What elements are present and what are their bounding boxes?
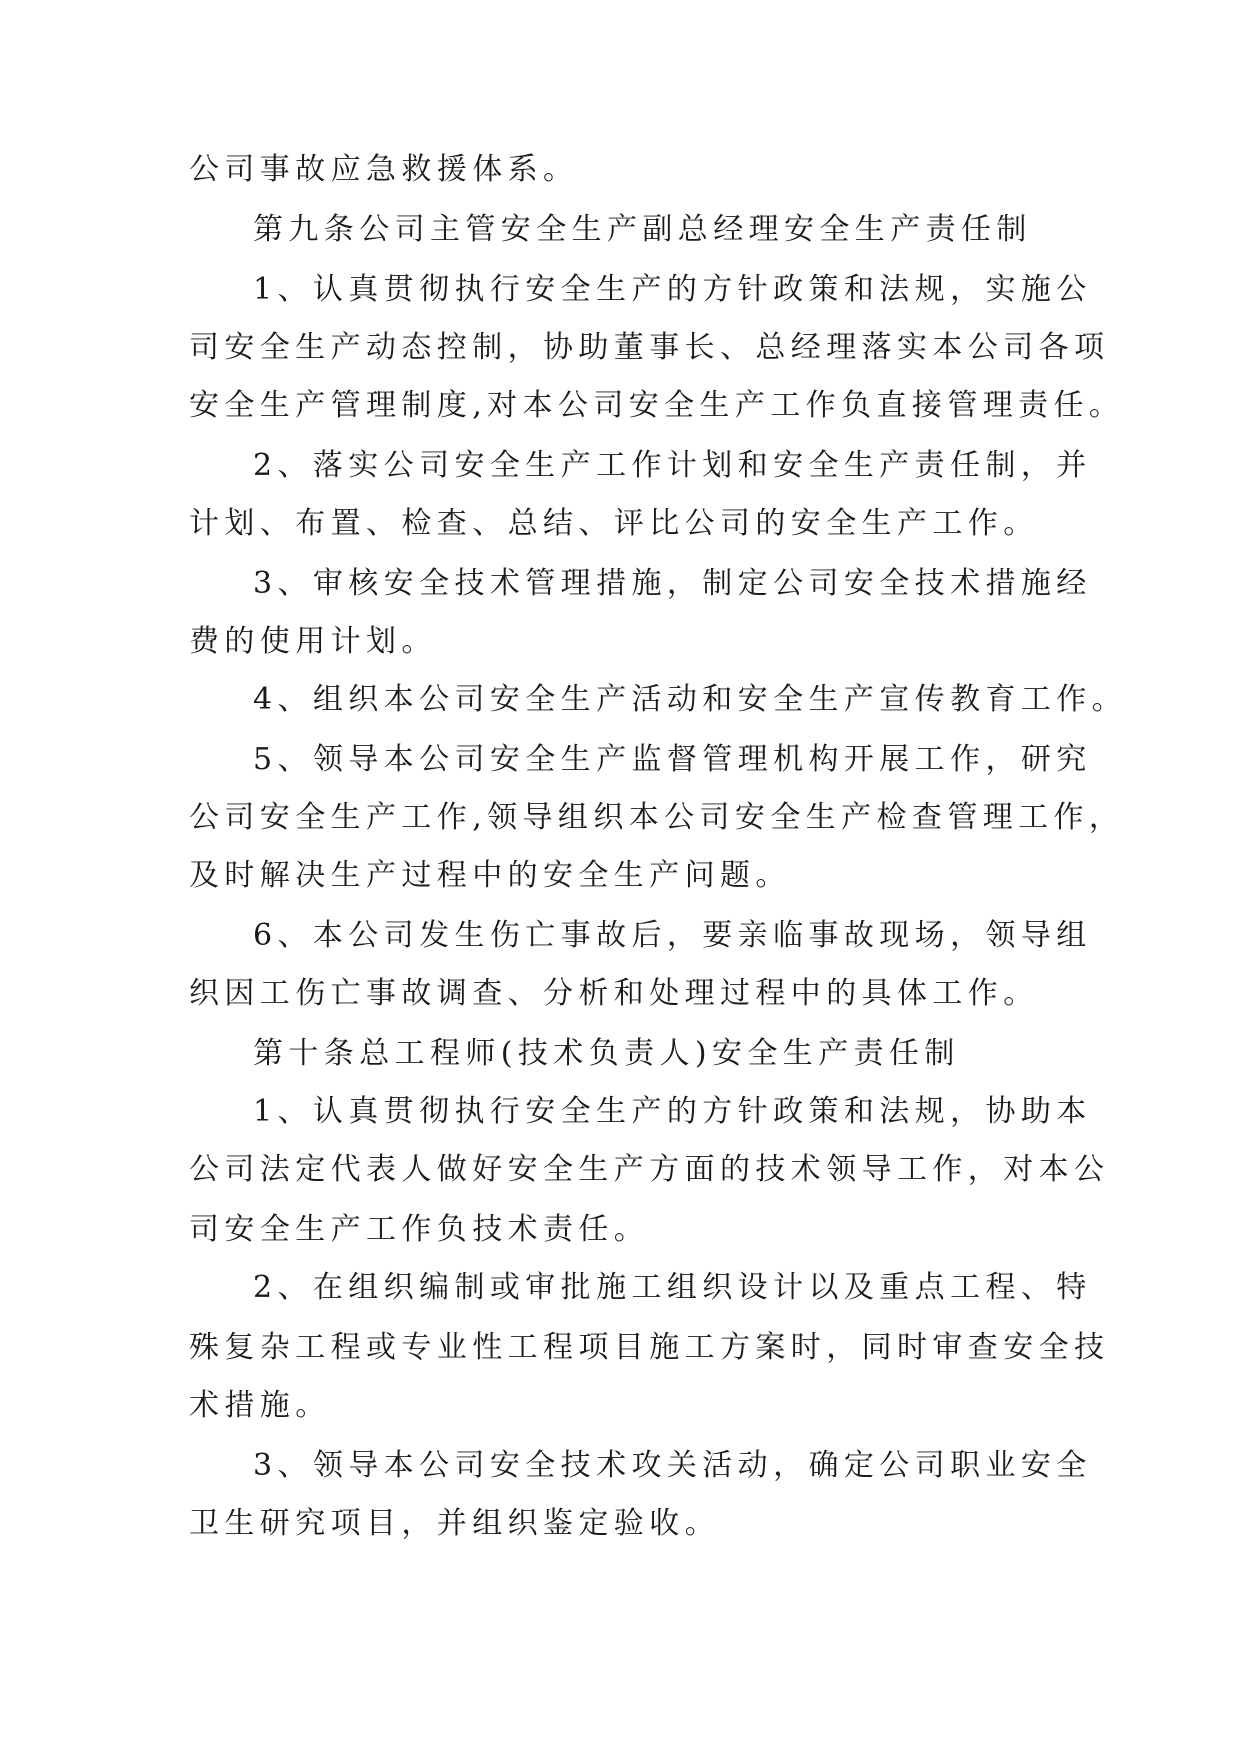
text-line-11: 5、领导本公司安全生产监督管理机构开展工作，研究 bbox=[253, 742, 1092, 777]
text-line-20: 2、在组织编制或审批施工组织设计以及重点工程、特 bbox=[253, 1270, 1092, 1305]
text-line-10: 4、组织本公司安全生产活动和安全生产宣传教育工作。 bbox=[253, 682, 1128, 717]
text-line-12: 公司安全生产工作,领导组织本公司安全生产检查管理工作， bbox=[189, 800, 1125, 835]
text-line-15: 织因工伤亡事故调查、分析和处理过程中的具体工作。 bbox=[189, 976, 1039, 1011]
text-line-18: 公司法定代表人做好安全生产方面的技术领导工作，对本公 bbox=[189, 1152, 1110, 1187]
text-line-24: 卫生研究项目，并组织鉴定验收。 bbox=[189, 1506, 720, 1541]
text-line-22: 术措施。 bbox=[189, 1388, 331, 1423]
text-line-4: 司安全生产动态控制，协助董事长、总经理落实本公司各项 bbox=[189, 330, 1110, 365]
text-line-19: 司安全生产工作负技术责任。 bbox=[189, 1212, 650, 1247]
text-line-7: 计划、布置、检查、总结、评比公司的安全生产工作。 bbox=[189, 506, 1039, 541]
text-line-17: 1、认真贯彻执行安全生产的方针政策和法规，协助本 bbox=[253, 1094, 1092, 1129]
text-line-14: 6、本公司发生伤亡事故后，要亲临事故现场，领导组 bbox=[253, 918, 1092, 953]
article-heading-9: 第九条公司主管安全生产副总经理安全生产责任制 bbox=[253, 212, 1032, 247]
text-line-8: 3、审核安全技术管理措施，制定公司安全技术措施经 bbox=[253, 566, 1092, 601]
text-line-6: 2、落实公司安全生产工作计划和安全生产责任制，并 bbox=[253, 448, 1092, 483]
article-heading-10: 第十条总工程师(技术负责人)安全生产责任制 bbox=[253, 1036, 960, 1071]
text-line-21: 殊复杂工程或专业性工程项目施工方案时，同时审查安全技 bbox=[189, 1330, 1110, 1365]
text-line-1: 公司事故应急救援体系。 bbox=[189, 152, 579, 187]
text-line-9: 费的使用计划。 bbox=[189, 624, 437, 659]
text-line-23: 3、领导本公司安全技术攻关活动，确定公司职业安全 bbox=[253, 1448, 1092, 1483]
text-line-13: 及时解决生产过程中的安全生产问题。 bbox=[189, 858, 791, 893]
text-line-5: 安全生产管理制度,对本公司安全生产工作负直接管理责任。 bbox=[189, 388, 1125, 423]
text-line-3: 1、认真贯彻执行安全生产的方针政策和法规，实施公 bbox=[253, 272, 1092, 307]
